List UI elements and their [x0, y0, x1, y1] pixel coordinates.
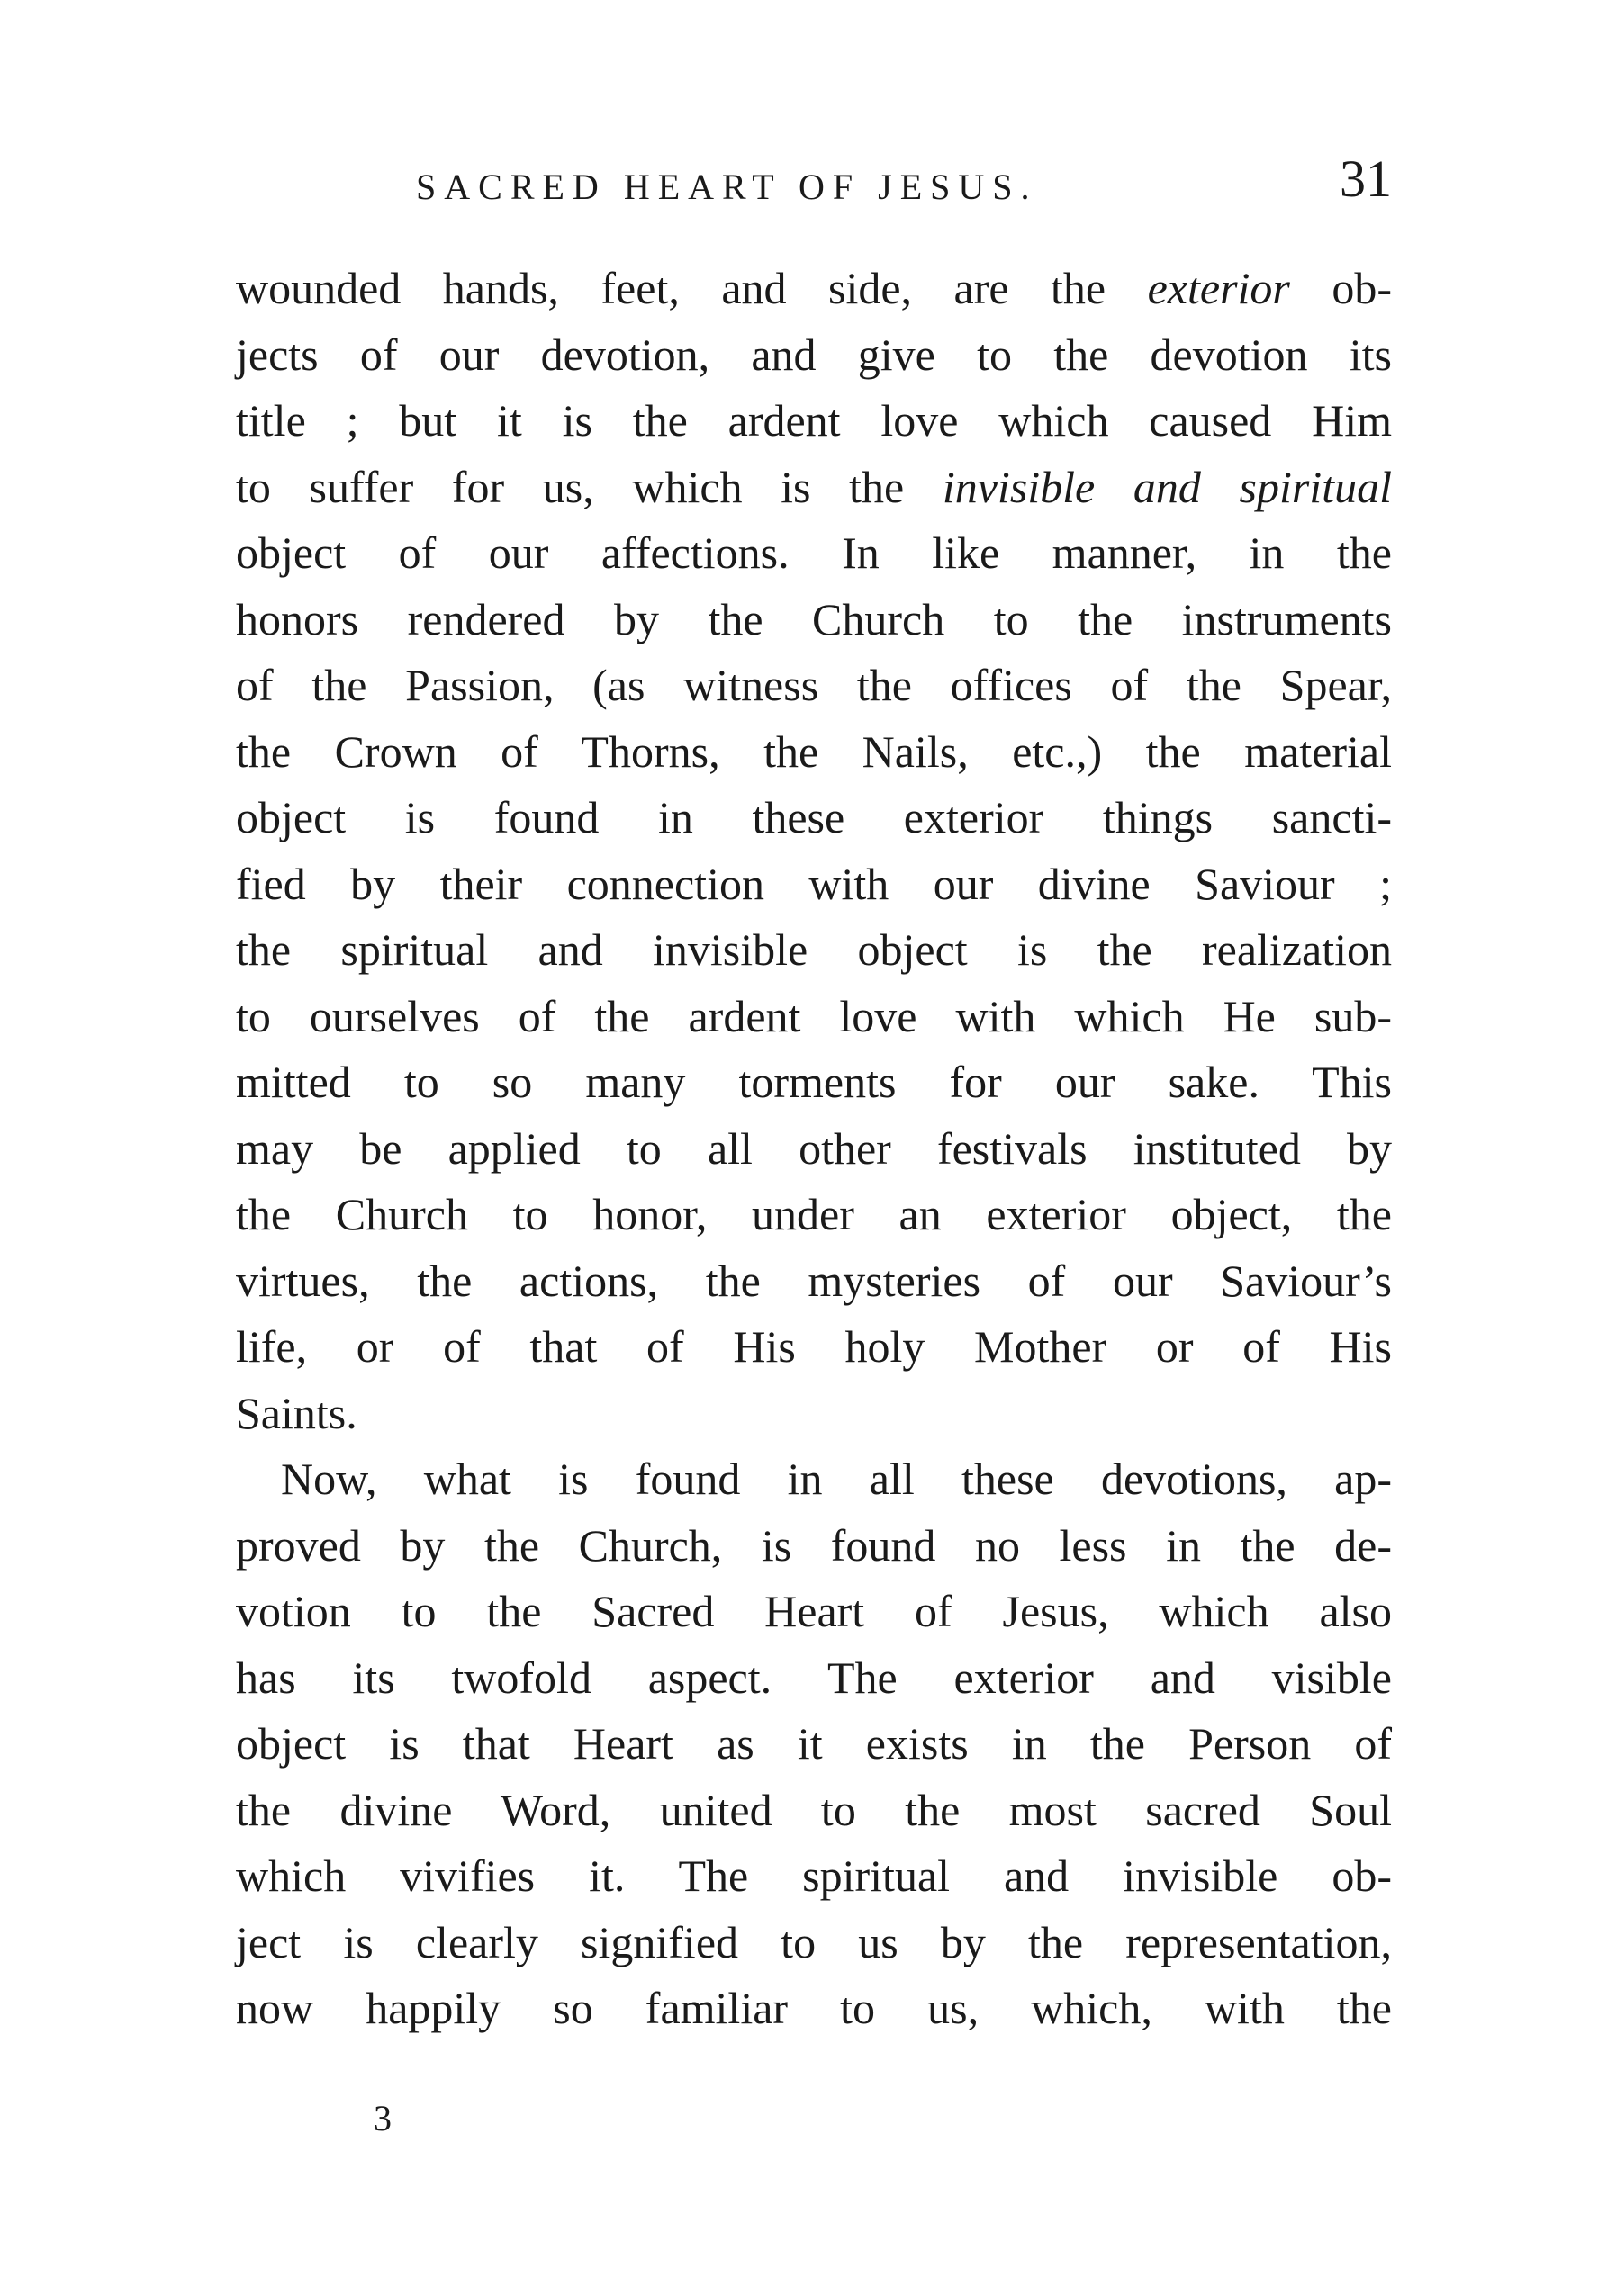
- text-segment: Saints.: [236, 1387, 357, 1438]
- text-line: [236, 1116, 1392, 1183]
- text-line: [236, 1182, 1392, 1248]
- text-line: [236, 719, 1392, 786]
- text-segment: the divine Word, united to the most sacred Soul: [236, 1784, 1392, 1835]
- text-segment: which vivifies it. The spiritual and invisible ob-: [236, 1850, 1392, 1901]
- text-segment: life, or of that of His holy Mother or of His: [236, 1321, 1392, 1372]
- text-line: [236, 1049, 1392, 1116]
- text-line: [236, 520, 1392, 587]
- text-line: [236, 1976, 1392, 2042]
- text-line: [236, 1910, 1392, 1976]
- text-line: [236, 1711, 1392, 1778]
- text-line: [236, 1843, 1392, 1910]
- text-line: [236, 984, 1392, 1050]
- text-segment: ob-: [1289, 263, 1393, 313]
- text-segment: the Crown of Thorns, the Nails, etc.,) the material: [236, 725, 1392, 777]
- italic-phrase: exterior: [1147, 263, 1290, 313]
- text-segment: fied by their connection with our divine Saviour ;: [236, 858, 1392, 909]
- text-line: [236, 1778, 1392, 1844]
- text-segment: proved by the Church, is found no less in the de-: [236, 1519, 1392, 1571]
- text-line: [236, 1579, 1392, 1645]
- page-number: 31: [1340, 149, 1392, 208]
- text-line: [236, 917, 1392, 984]
- text-line: [236, 1248, 1392, 1315]
- body-text: [236, 256, 1392, 2042]
- text-segment: Now, what is found in all these devotions, ap-: [281, 1454, 1392, 1504]
- text-segment: jects of our devotion, and give to the devotion its: [236, 329, 1392, 380]
- running-title: SACRED HEART OF JESUS.: [416, 167, 1038, 207]
- text-line: [236, 1645, 1392, 1712]
- text-segment: may be applied to all other festivals instituted by: [236, 1122, 1392, 1174]
- text-line: [236, 455, 1392, 521]
- text-line: [236, 851, 1392, 918]
- italic-phrase: invisible and spiritual: [942, 461, 1392, 512]
- text-line: [236, 388, 1392, 455]
- text-line: [236, 1446, 1392, 1513]
- text-segment: virtues, the actions, the mysteries of our Saviour’s: [236, 1255, 1392, 1306]
- text-line: [236, 256, 1392, 322]
- text-line: [236, 653, 1392, 719]
- text-segment: object is that Heart as it exists in the Person of: [236, 1718, 1392, 1769]
- text-segment: honors rendered by the Church to the instruments: [236, 593, 1392, 644]
- text-segment: to suffer for us, which is the: [236, 461, 943, 512]
- text-segment: object is found in these exterior things sancti-: [236, 792, 1392, 842]
- text-segment: mitted to so many torments for our sake. This: [236, 1057, 1392, 1107]
- text-segment: votion to the Sacred Heart of Jesus, which also: [236, 1586, 1392, 1636]
- text-segment: the Church to honor, under an exterior object, the: [236, 1189, 1392, 1239]
- text-segment: ject is clearly signified to us by the representation,: [236, 1916, 1392, 1967]
- text-segment: title ; but it is the ardent love which caused Him: [236, 395, 1392, 446]
- signature-mark: 3: [374, 2098, 392, 2138]
- text-segment: now happily so familiar to us, which, with the: [236, 1983, 1392, 2033]
- text-line: [236, 322, 1392, 389]
- text-line: [236, 785, 1392, 851]
- text-segment: the spiritual and invisible object is the realization: [236, 924, 1392, 975]
- text-segment: wounded hands, feet, and side, are the: [236, 263, 1148, 313]
- text-segment: of the Passion, (as witness the offices of the Spear,: [236, 660, 1392, 710]
- text-line: [236, 1314, 1392, 1381]
- text-segment: object of our affections. In like manner, in the: [236, 527, 1392, 578]
- running-head: [236, 149, 1392, 225]
- text-line: [236, 587, 1392, 653]
- text-line: [236, 1381, 1392, 1447]
- text-line: [236, 1513, 1392, 1580]
- text-segment: has its twofold aspect. The exterior and visible: [236, 1652, 1392, 1703]
- text-segment: to ourselves of the ardent love with which He sub-: [236, 990, 1392, 1041]
